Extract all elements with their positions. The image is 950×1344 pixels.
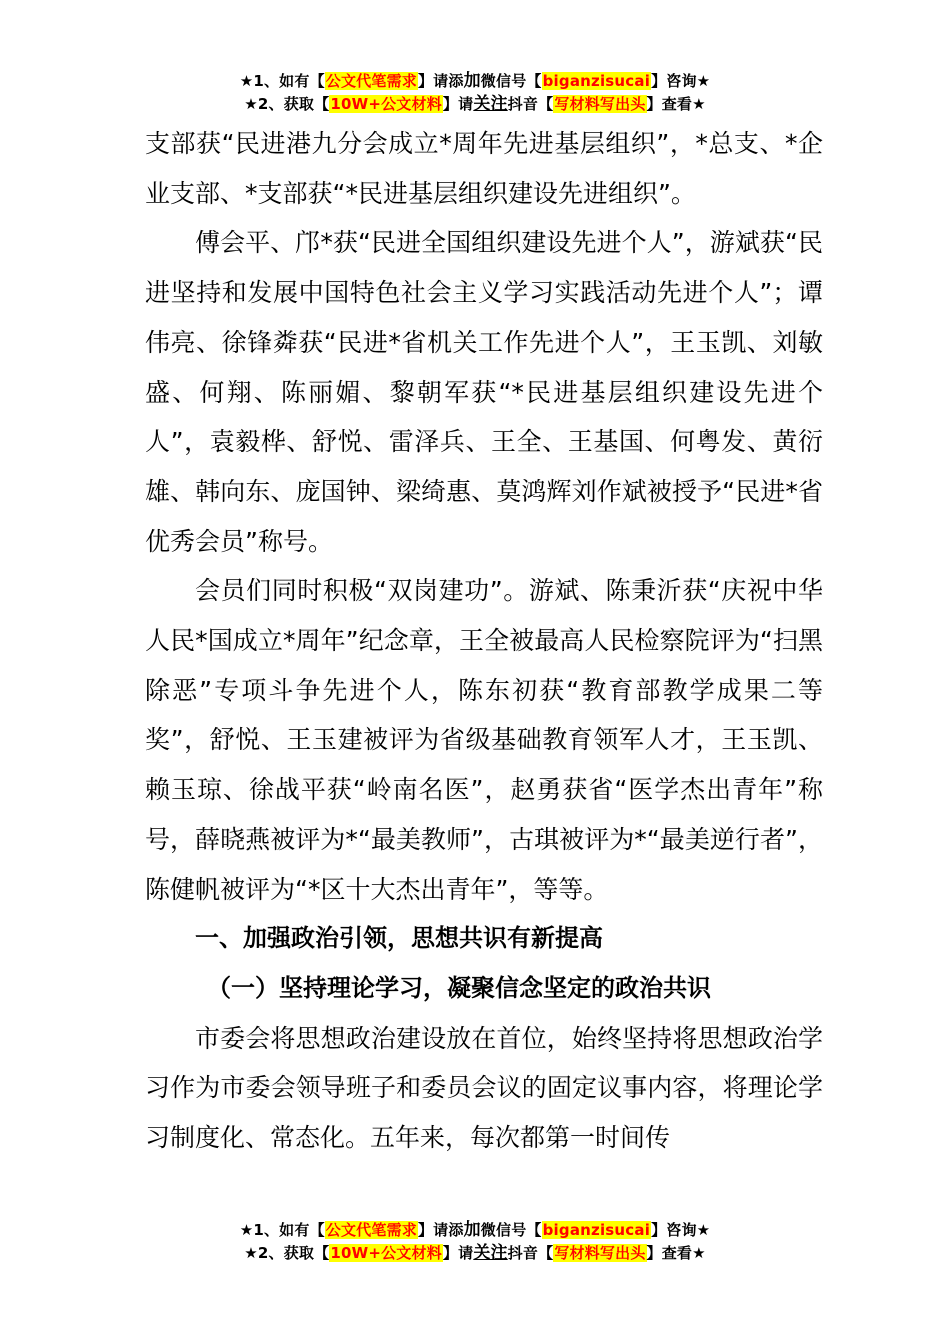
highlight-service: 公文代笔需求 <box>325 1221 417 1239</box>
highlight-materials: 10W+公文材料 <box>330 1244 442 1262</box>
paragraph: 市委会将思想政治建设放在首位，始终坚持将思想政治学习作为市委会领导班子和委员会议的固定议事内容，将理论学习制度化、常态化。五年来，每次都第一时间传 <box>145 1023 823 1153</box>
banner-line-1: ★1、如有【公文代笔需求】请添加微信号【biganzisucai】咨询★ <box>239 1220 711 1240</box>
highlight-wechat-id: biganzisucai <box>542 1221 651 1239</box>
highlight-douyin-account: 写材料写出头 <box>554 1244 646 1262</box>
banner-line-2: ★2、获取【10W+公文材料】请关注抖音【写材料写出头】查看★ <box>244 94 706 114</box>
highlight-wechat-id: biganzisucai <box>542 72 651 90</box>
footer-banner <box>0 1219 950 1265</box>
subsection-heading: （一）坚持理论学习，凝聚信念坚定的政治共识 <box>207 973 711 1002</box>
paragraph: 支部获“民进港九分会成立*周年先进基层组织”，*总支、*企业支部、*支部获“*民进基层组织建设先进组织”。 <box>145 129 823 208</box>
highlight-douyin-account: 写材料写出头 <box>554 95 646 113</box>
paragraph: 会员们同时积极“双岗建功”。游斌、陈秉沂获“庆祝中华人民*国成立*周年”纪念章，王全被最高人民检察院评为“扫黑除恶”专项斗争先进个人，陈东初获“教育部教学成果二等奖”，舒悦、王玉建被评为省级基础教育领军人才，王玉凯、赖玉琼、徐战平获“岭南名医”，赵勇获省“医学杰出青年”称号，薛晓燕被评为*“最美教师”，古琪被评为*“最美逆行者”，陈健帆被评为“*区十大杰出青年”，等等。 <box>145 576 823 904</box>
paragraph: 傅会平、邝*获“民进全国组织建设先进个人”，游斌获“民进坚持和发展中国特色社会主义学习实践活动先进个人”；谭伟亮、徐锋粦获“民进*省机关工作先进个人”，王玉凯、刘敏盛、何翔、陈丽媚、黎朝军获“*民进基层组织建设先进个人”，袁毅桦、舒悦、雷泽兵、王全、王基国、何粤发、黄衍雄、韩向东、庞国钟、梁绮惠、莫鸿辉刘作斌被授予“民进*省优秀会员”称号。 <box>145 228 823 556</box>
header-banner <box>0 70 950 116</box>
highlight-materials: 10W+公文材料 <box>330 95 442 113</box>
highlight-service: 公文代笔需求 <box>325 72 417 90</box>
banner-line-2: ★2、获取【10W+公文材料】请关注抖音【写材料写出头】查看★ <box>244 1243 706 1263</box>
banner-line-1: ★1、如有【公文代笔需求】请添加微信号【biganzisucai】咨询★ <box>239 71 711 91</box>
section-heading: 一、加强政治引领，思想共识有新提高 <box>195 924 603 953</box>
document-body <box>145 119 823 1163</box>
